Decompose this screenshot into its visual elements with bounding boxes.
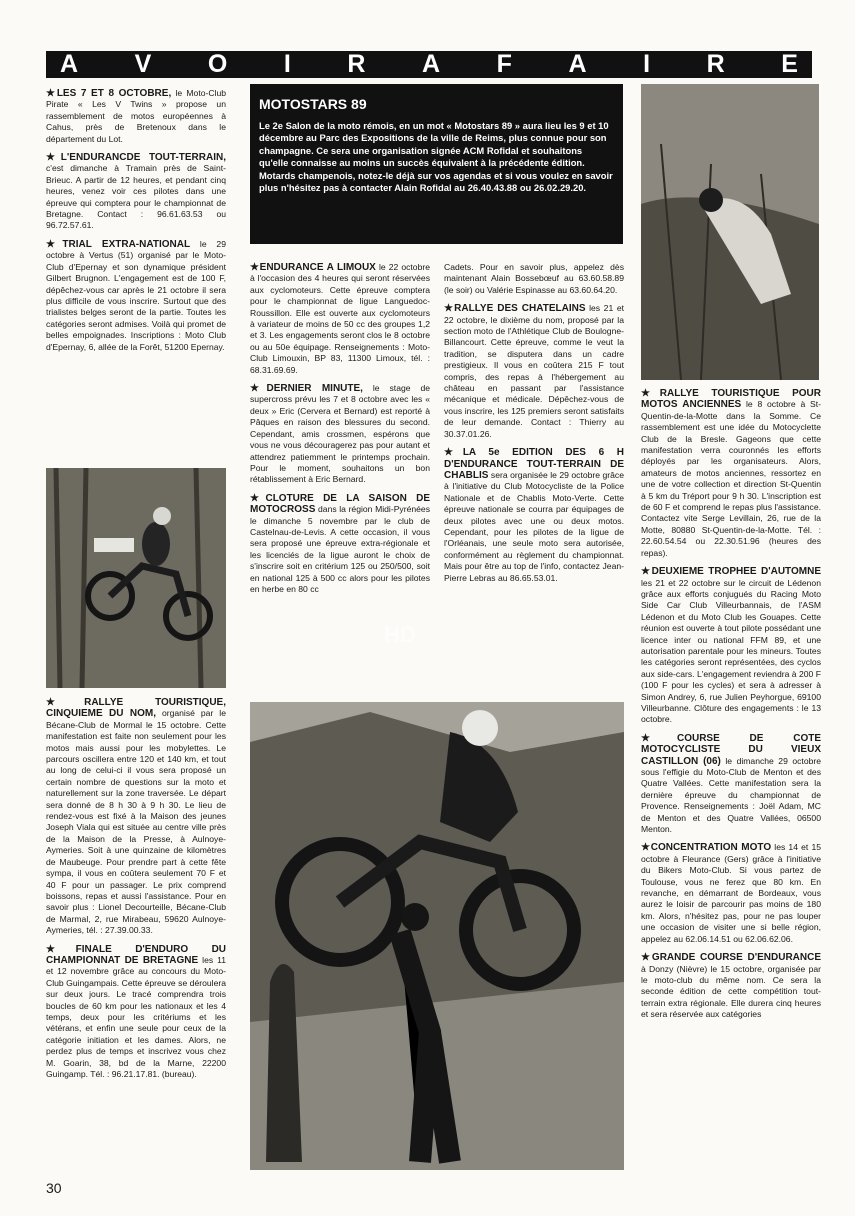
column-3	[444, 262, 624, 692]
star-icon: ★	[46, 238, 63, 250]
photo-fallen-rider	[641, 84, 819, 380]
photo-rider-forest	[46, 468, 226, 688]
article-heading: RALLYE TOURISTIQUE POUR MOTOS ANCIENNES	[641, 388, 821, 411]
article	[641, 566, 821, 726]
article-text: sera organisée le 29 octobre grâce à l'initiative du Club Motocycliste de la Police Nationale et de Chablis Moto-Verte. Cette épreuve nationale se courra par équipages de deux pilotes avec une ou deux motos. Cependant, pour les pilotes de la ligue de l'Orléanais, une seule moto sera autorisée, conformément au règlement du championnat. Mais pour être au top de l'info, contactez Jean-Pierre Lebras au 86.65.53.01.	[444, 469, 625, 583]
article-text: le stage de supercross prévu les 7 et 8 octobre avec les « deux » Eric (Cervera et Bernard) est reporté à Pâques en raison des blessures du second. Cependant, amis crossmen, espérons que vous ne vous découragerez pas pour autant et attendrez patiemment le printemps prochain. Pour le moment, souhaitons un bon rétablissement à Eric Bernard.	[250, 383, 431, 485]
banner-letter: A	[568, 50, 587, 78]
article	[250, 262, 430, 376]
banner-letter: O	[207, 50, 228, 78]
article	[46, 239, 226, 353]
article-heading: RALLYE DES CHATELAINS	[454, 303, 586, 315]
article	[46, 88, 226, 145]
article	[641, 842, 821, 945]
banner-letter: V	[134, 50, 152, 78]
article-heading: L'ENDURANCDE TOUT-TERRAIN,	[60, 152, 226, 164]
article-heading: DERNIER MINUTE,	[266, 383, 363, 395]
star-icon: ★	[46, 88, 57, 99]
star-icon: ★	[641, 952, 652, 964]
article-heading: TRIAL EXTRA-NATIONAL	[62, 238, 191, 250]
banner-letter: R	[347, 50, 366, 78]
star-icon: ★	[641, 566, 652, 578]
article	[250, 493, 430, 596]
article	[444, 262, 624, 296]
article-text: les 21 et 22 octobre sur le circuit de Lédenon grâce aux efforts conjugués du Racing Moto Side Car Club Villeurbannais, de l'ASM Lédenon et du Moto Club les Gouapes. Cette réunion est ouverte à tout pilote possédant une licence inter ou national FFM 89, et une autorisation parentale pour les mineurs. Toutes les catégories seront représentées, des cyclos aux side-cars. L'engagement reviendra à 200 F (100 F pour les cycles) et sera à adresser à Simon Andrey, 6, rue Julien Peyhorgue, 69100 Villeurbanne. Clôture des engagements : le 13 octobre.	[641, 577, 821, 725]
article-text: c'est dimanche à Tramain près de Saint-Brieuc. A partir de 12 heures, et pendant cinq heures, venez voir ces pilotes dans une épreuve qui comptera pour le championnat de Bretagne. Contact : 96.61.63.53 ou 96.72.57.61.	[46, 163, 226, 231]
article-text: Cadets. Pour en savoir plus, appelez dès maintenant Alain Bossebœuf au 63.60.58.89 (le soir) ou Valérie Espinasse au 63.60.64.20.	[444, 262, 624, 295]
photo-motocross-jump	[250, 702, 624, 1170]
star-icon: ★	[250, 383, 267, 395]
article-heading: LA 5e EDITION DES 6 H D'ENDURANCE TOUT-TERRAIN DE CHABLIS	[444, 447, 624, 481]
star-icon: ★	[250, 492, 266, 504]
article-heading: FINALE D'ENDURO DU CHAMPIONNAT DE BRETAGNE	[46, 943, 227, 966]
article-text: organisé par le Bécane-Club de Mormal le 15 octobre. Cette manifestation est faite non seulement pour les motos mais aussi pour les mobylettes. Le parcours oscillera entre 120 et 140 km, et tout au long de celui-ci il vous sera proposé un certain nombre de questions sur la moto et naturellement sur la zone traversée. Le départ sera donné de 8 h 30 à 9 h 30. Le lieu de rendez-vous est fixé à la Maison des jeunes Joseph Viala qui est située au centre ville près de la Maison de la Presse, à Aulnoye-Aymeries. Soit à une quinzaine de kilomètres de Maubeuge. Pour prendre part à cette fête sympa, il vous en coûtera seulement 70 F et 40 F pour un passager. Le prix comprend boissons, repas et aussi l'assistance. Pour en savoir plus : Lionel Decourteille, Bécane-Club de Marmal, 2, rue Mirabeau, 59620 Aulnoye-Aymeries, tél. : 27.39.00.33.	[46, 708, 226, 936]
article-text: à Donzy (Nièvre) le 15 octobre, organisée par le moto-club du même nom. Ce sera la seconde édition de cette compétition tout-terrain extra régionale. Elle durera cinq heures et sera réservée aux catégories	[641, 963, 821, 1020]
star-icon: ★	[641, 842, 651, 854]
banner-letter: E	[781, 50, 798, 78]
banner-letter: I	[283, 50, 291, 78]
article	[444, 447, 624, 584]
star-icon: ★	[46, 152, 61, 164]
article-text: le dimanche 29 octobre sous l'effigie du Moto-Club de Menton et des Quatre Vallées. Cette manifestation sera la dernière épreuve du championnat de Provence. Renseignements : Joël Adam, MC de Menton et des Quatre Vallées, 06500 Menton.	[641, 755, 822, 835]
star-icon: ★	[641, 388, 660, 399]
article	[46, 944, 226, 1081]
page-number: 30	[46, 1180, 62, 1196]
box-text: Le 2e Salon de la moto rémois, en un mot « Motostars 89 » aura lieu les 9 et 10 décembre au Parc des Expositions de la ville de Reims, plus connue pour son champagne. Ce sera une organisation signée ACM Rofidal et souhaitons qu'elle connaisse au moins un succès équivalent à la précédente édition. Motards champenois, notez-le déjà sur vos agendas et si vous voulez en savoir plus n'hésitez pas à contacter Alain Rofidal au 26.40.43.88 ou 26.02.29.20.	[259, 120, 613, 194]
motostars-box	[250, 84, 623, 244]
article-heading: CLOTURE DE LA SAISON DE MOTOCROSS	[250, 492, 430, 516]
article-text: les 11 et 12 novembre grâce au concours du Moto-Club Guingampais. Cette épreuve se déroulera sur deux jours. Le tracé comprendra trois boucles de 60 km pour les nationaux et les 4 temps, deux pour les critériums et les vétérans, et enfin une seule pour ceux de la catégorie initiation et les dames. Alors, ne perdez plus de temps et inscrivez vous chez M. Goarin, 38, bd de la Marne, 22200 Guingamp. Tél. : 96.21.17.81. (bureau).	[46, 954, 227, 1079]
star-icon: ★	[444, 303, 455, 315]
article-text: le Moto-Club Pirate « Les V Twins » propose un rassemblement de motos européennes à Cahus, près de Bretenoux dans le département du Lot.	[46, 88, 227, 144]
article-heading: CONCENTRATION MOTO	[650, 842, 772, 854]
article-text: le 29 octobre à Vertus (51) organisé par le Moto-Club d'Epernay et son dynamique président Gilbert Brugnon. L'engagement est de 100 F, dépêchez-vous car après le 21 octobre il sera plus difficile de vous inscrire. Surtout que des trialistes belges seront de la partie. Toutes les catégories seront admises. Voilà qui promet de belles empoignades. Inscriptions : Moto Club d'Epernay, 6, allée de la Forêt, 51200 Epernay.	[46, 238, 226, 352]
article-text: dans la région Midi-Pyrénées le dimanche 5 novembre par le club de Castelnau-de-Levis. A cette occasion, il vous sera proposé une épreuve extra-régionale et les licenciés de la ligue auront le choix de s'inscrire soit en critérium 125 ou 250/500, soit en national 125 à 500 cc alors pour les pilotes en herbe en 80 cc	[250, 504, 430, 594]
article-heading: LES 7 ET 8 OCTOBRE,	[56, 88, 172, 99]
star-icon: ★	[444, 447, 463, 459]
article	[641, 388, 821, 559]
article	[641, 952, 821, 1020]
article	[250, 383, 430, 486]
banner-letter: R	[706, 50, 725, 78]
article-heading: ENDURANCE A LIMOUX	[259, 262, 376, 273]
column-1-lower	[46, 697, 226, 1177]
column-4	[641, 388, 821, 1188]
article	[444, 303, 624, 440]
banner-letter: A	[60, 50, 79, 78]
column-1	[46, 88, 226, 468]
star-icon: ★	[46, 943, 76, 955]
article	[641, 733, 821, 836]
banner-letter: A	[422, 50, 441, 78]
article-text: le 22 octobre à l'occasion des 4 heures qui seront réservées aux cyclomoteurs. Cette épreuve comptera pour le championnat de ligue Languedoc-Roussillon. Elle est ouverte aux cyclomoteurs à variateur de moins de 50 cc des groupes 1,2 et 3. Les engagements seront clos le 8 octobre ou au 50e équipage. Renseignements : Moto-Club Limouxin, BP 83, 11300 Limoux, tél. : 68.31.69.69.	[250, 262, 430, 375]
star-icon: ★	[641, 732, 677, 744]
banner-letter: I	[643, 50, 651, 78]
article-heading: GRANDE COURSE D'ENDURANCE	[651, 952, 821, 964]
star-icon: ★	[250, 262, 260, 273]
article-text: les 21 et 22 octobre, le dixième du nom, proposé par la section moto de l'Athlétique Club de Boulogne-Billancourt. Cette épreuve, comme le veut la tradition, se disputera dans un cadre prestigieux. Il vous en coûtera 215 F tout compris, des repas à l'hébergement au château en passant par l'assistance mécanique et médicale. Dépêchez-vous de vous inscrire, les 125 premiers seront satisfaits de leur demande. Contact : Thierry au 30.37.01.26.	[444, 303, 624, 439]
article-heading: COURSE DE COTE MOTOCYCLISTE DU VIEUX CASTILLON (06)	[641, 732, 822, 767]
article	[46, 152, 226, 232]
box-title: MOTOSTARS 89	[259, 96, 367, 112]
article-heading: RALLYE TOURISTIQUE, CINQUIEME DU NOM,	[46, 697, 227, 720]
watermark: HD	[384, 622, 416, 647]
star-icon: ★	[46, 697, 85, 708]
article-text: les 14 et 15 octobre à Fleurance (Gers) grâce à l'initiative du Bikers Moto-Club. Si vous partez de Toulouse, vous ne ferez que 80 km. En revanche, en démarrant de Bordeaux, vous aurez le loisir de parcourir pas moins de 180 km. Alors, n'hésitez pas, pour ne pas louper une occasion de visiter une si belle région, appelez au 62.06.14.51 ou 62.06.62.06.	[641, 842, 822, 944]
article-text: le 8 octobre à St-Quentin-de-la-Motte dans la Somme. Ce rassemblement est une idée du Motocyclette Club de la Bresle. Gageons que cette manifestation verra couronnés les efforts déployés par les organisateurs. Alors, amateurs de motos anciennes, ressortez en une de votre collection et direction St-Quentin à 5 km du Tréport pour 9 h 30. L'inscription est de 60 F et comprend le repas plus l'assistance. Contactez vite Serge Levillain, 26, rue de la Motte, 80880 St-Quentin-de-la-Motte. Tél. : 22.60.54.54 ou 22.30.51.96 (heures des repas).	[641, 399, 821, 558]
article	[46, 697, 226, 937]
banner-letter: F	[496, 50, 512, 78]
section-banner	[46, 51, 812, 78]
article-heading: DEUXIEME TROPHEE D'AUTOMNE	[651, 566, 821, 578]
